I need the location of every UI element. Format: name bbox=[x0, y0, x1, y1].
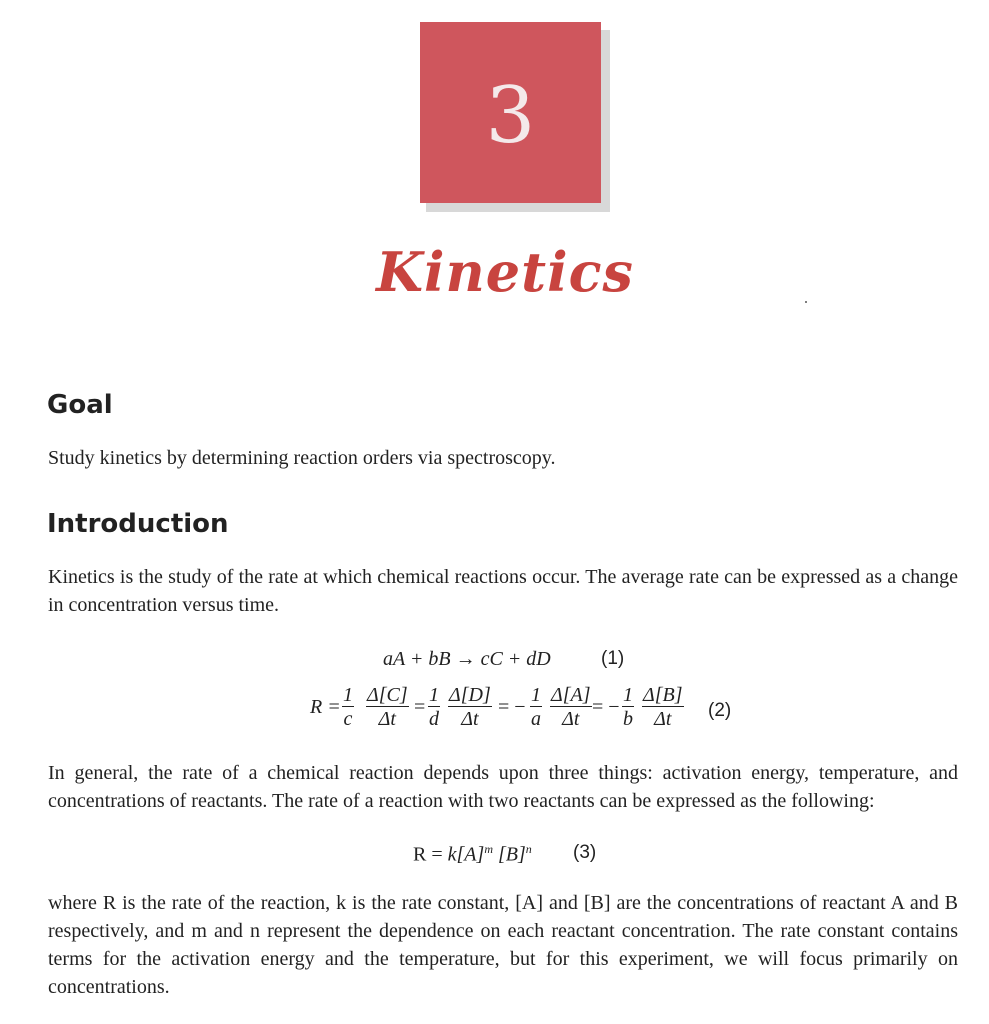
equation-2-coef-1 bbox=[342, 684, 354, 731]
equation-3-a: [A] bbox=[456, 843, 485, 866]
term-denominator: Δt bbox=[562, 708, 580, 730]
chapter-number: 3 bbox=[485, 70, 536, 161]
term-denominator: Δt bbox=[654, 708, 672, 730]
stray-dot bbox=[805, 301, 807, 303]
equation-2-coef-4 bbox=[622, 684, 634, 731]
introduction-paragraph-2: In general, the rate of a chemical reaction depends upon three things: activation energy, temperature, and concentrations of reactants. The rate of a reaction with two reactants can be expressed as the following: bbox=[48, 762, 958, 812]
equation-2-term-4 bbox=[642, 684, 684, 731]
coef-numerator: 1 bbox=[429, 684, 439, 706]
equation-3-k: k bbox=[447, 843, 457, 866]
equation-2-sign-2: = bbox=[414, 696, 426, 718]
equation-1-expression: aA + bB → cC + dD bbox=[383, 648, 551, 670]
term-denominator: Δt bbox=[378, 708, 396, 730]
equation-2-coef-3 bbox=[530, 684, 542, 731]
coef-denominator: d bbox=[429, 708, 439, 730]
equation-2-lhs: R = bbox=[310, 696, 341, 718]
equation-2 bbox=[310, 684, 750, 740]
term-numerator: Δ[D] bbox=[449, 684, 491, 706]
equation-3 bbox=[413, 842, 597, 867]
equation-1 bbox=[383, 648, 625, 671]
coef-denominator: a bbox=[531, 708, 541, 730]
term-numerator: Δ[B] bbox=[643, 684, 683, 706]
equation-3-lhs: R = bbox=[413, 843, 448, 866]
introduction-paragraph-3: where R is the rate of the reaction, k is the rate constant, [A] and [B] are the concentrations of reactant A and B respectively, and m and n represent the dependence on each reactant concentration. The rate constant contains terms for the activation energy and the temperature, but for this experiment, we will focus primarily on concentrations. bbox=[48, 892, 958, 998]
equation-2-term-2 bbox=[448, 684, 492, 731]
coef-numerator: 1 bbox=[531, 684, 541, 706]
coef-numerator: 1 bbox=[623, 684, 633, 706]
term-numerator: Δ[A] bbox=[551, 684, 591, 706]
term-denominator: Δt bbox=[461, 708, 479, 730]
equation-2-term-3 bbox=[550, 684, 592, 731]
chapter-number-box bbox=[420, 22, 601, 203]
equation-2-number: (2) bbox=[708, 700, 732, 721]
equation-3-m: m bbox=[484, 842, 493, 856]
equation-2-sign-4: = − bbox=[592, 696, 620, 718]
coef-denominator: b bbox=[623, 708, 633, 730]
introduction-heading: Introduction bbox=[47, 509, 229, 539]
equation-1-number: (1) bbox=[601, 648, 625, 669]
goal-text: Study kinetics by determining reaction orders via spectroscopy. bbox=[48, 447, 556, 469]
equation-2-term-1 bbox=[366, 684, 409, 731]
introduction-paragraph-1: Kinetics is the study of the rate at which chemical reactions occur. The average rate can be expressed as a change in concentration versus time. bbox=[48, 566, 958, 616]
equation-3-number: (3) bbox=[573, 842, 597, 863]
coef-denominator: c bbox=[343, 708, 353, 730]
goal-heading: Goal bbox=[47, 390, 113, 420]
equation-2-coef-2 bbox=[428, 684, 440, 731]
coef-numerator: 1 bbox=[343, 684, 353, 706]
equation-3-b: [B] bbox=[497, 843, 526, 866]
equation-3-n: n bbox=[525, 842, 532, 856]
chapter-title: Kinetics bbox=[376, 240, 634, 304]
term-numerator: Δ[C] bbox=[367, 684, 408, 706]
equation-2-sign-3: = − bbox=[498, 696, 526, 718]
